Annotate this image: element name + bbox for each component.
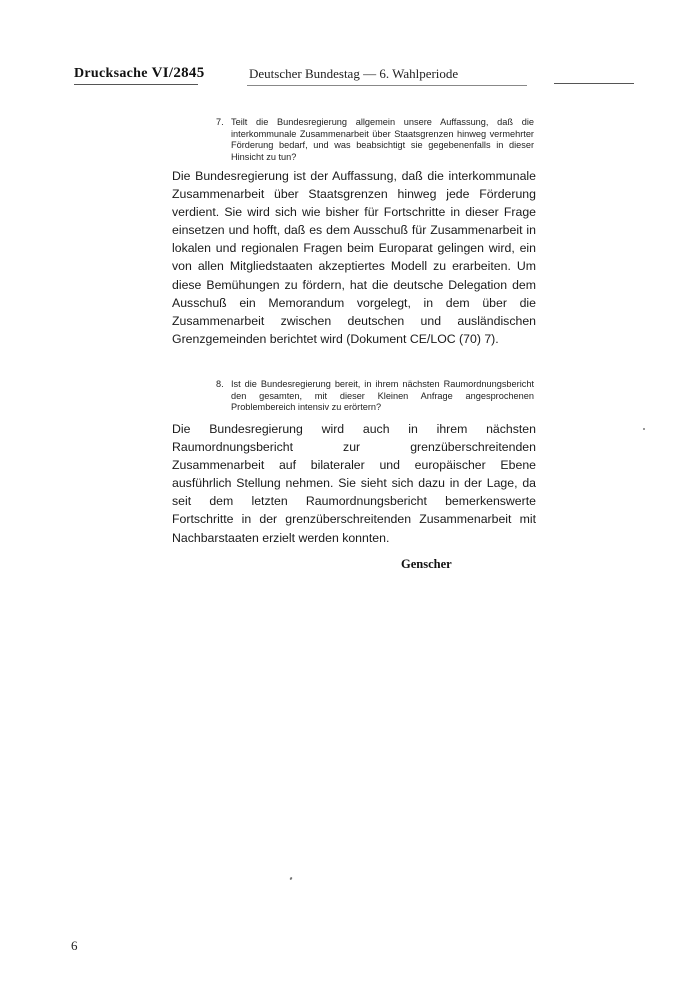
document-number-value: VI/2845 [151,65,205,81]
question-8 [216,379,534,414]
question-text: Ist die Bundesregierung bereit, in ihrem nächsten Raumordnungsbericht den gesamten, mit dieser Kleinen Anfrage angesprochenen Problembereich intensiv zu erörtern? [231,379,534,412]
signature: Genscher [401,557,452,571]
question-number: 7. [216,117,224,127]
page-header [74,65,634,89]
header-rule-middle [247,85,527,86]
header-rule-right [554,83,634,84]
scan-speck [643,428,645,430]
question-number: 8. [216,379,224,389]
document-label: Drucksache [74,66,148,81]
scan-speck [289,877,292,881]
answer-8: Die Bundesregierung wird auch in ihrem nächsten Raumordnungsbericht zur grenzüberschreitenden Zusammenarbeit auf bilateraler und europäischer Ebene ausführlich Stellung nehmen. Sie sieht sich dazu in der Lage, da seit dem letzten Raumordnungsbericht bemerkenswerte Fortschritte in der grenzüberschreitenden Zusammenarbeit mit Nachbarstaaten erzielt werden konnten. [172,422,536,545]
page-number: 6 [71,938,78,953]
answer-7: Die Bundesregierung ist der Auffassung, daß die interkommunale Zusammenarbeit über Staatsgrenzen hinweg jede Förderung verdient. Sie wird sich wie bisher für Fortschritte in dieser Frage einsetzen und hofft, daß es dem Ausschuß für Zusammenarbeit in lokalen und regionalen Fragen beim Europarat gelingen wird, ein von allen Mitgliedstaaten akzeptiertes Modell zu erarbeiten. Um diese Bemühungen zu fördern, hat die deutsche Delegation dem Ausschuß ein Memorandum vorgelegt, in dem über die Zusammenarbeit zwischen deutschen und ausländischen Grenzgemeinden berichtet wird (Dokument CE/LOC (70) 7). [172,169,536,346]
question-7 [216,117,534,163]
question-text: Teilt die Bundesregierung allgemein unsere Auffassung, daß die interkommunale Zusammenarbeit über Staatsgrenzen hinweg vermehrter Förderung bedarf, und was beabsichtigt sie gegebenenfalls in dieser Hinsicht zu tun? [231,117,534,162]
header-rule-left [74,84,198,85]
header-title: Deutscher Bundestag — 6. Wahlperiode [249,66,459,81]
document-number [74,65,205,82]
